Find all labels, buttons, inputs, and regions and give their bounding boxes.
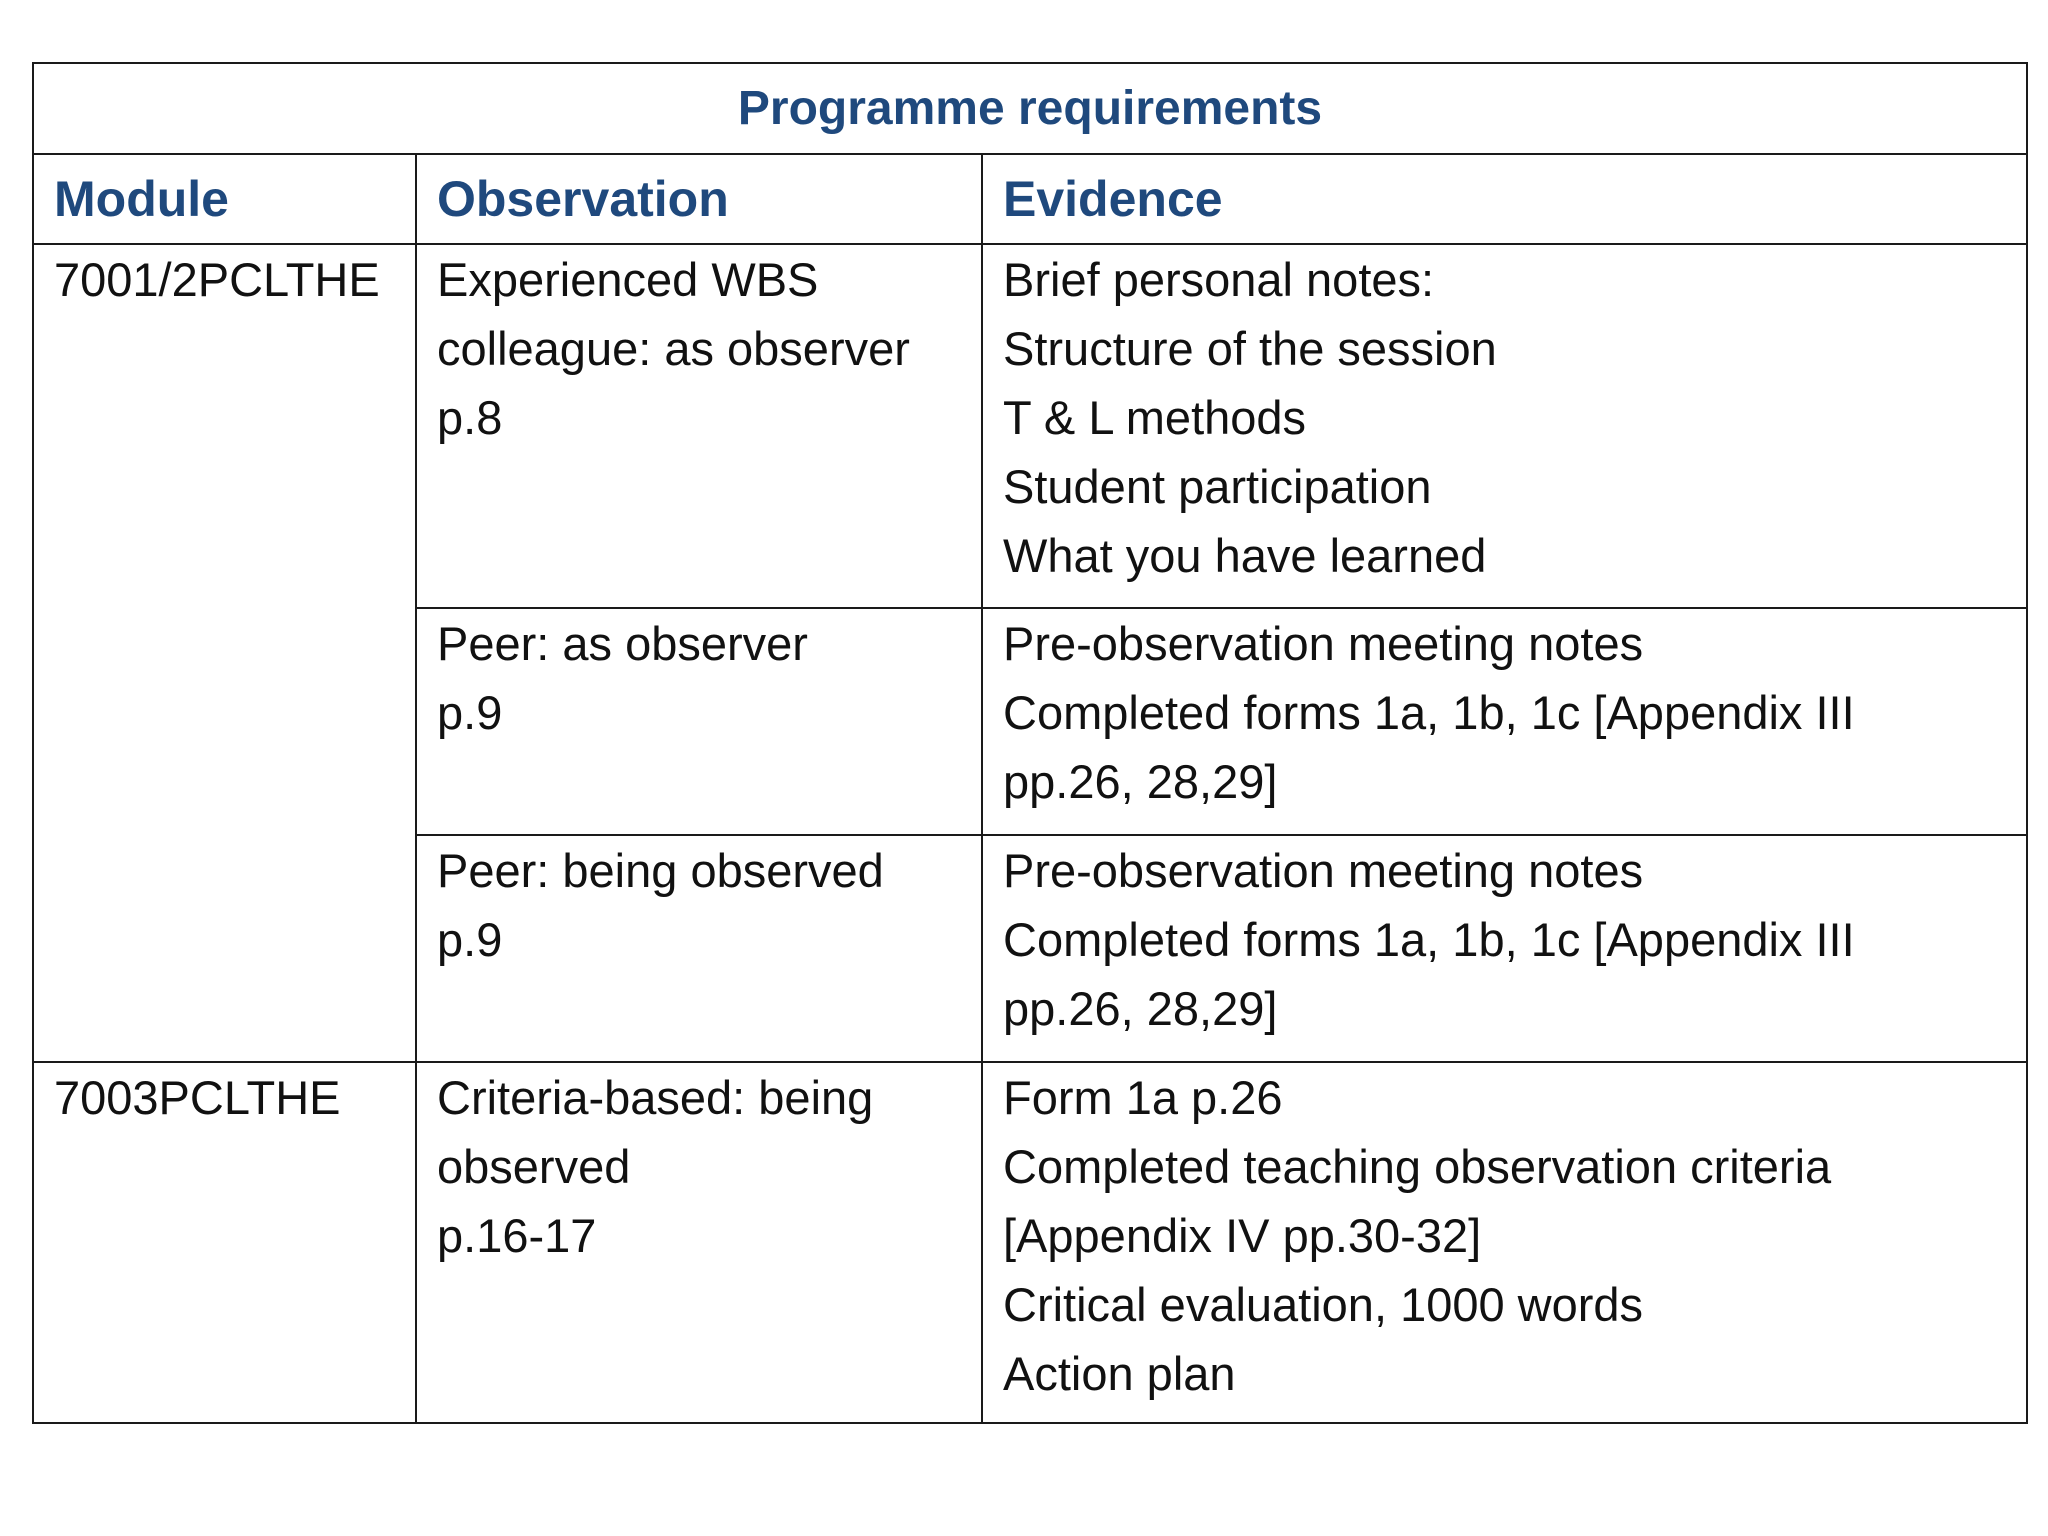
- evidence-cell: [982, 608, 2027, 835]
- evidence-line: Completed teaching observation criteria: [1003, 1140, 1832, 1193]
- observation-line: Experienced WBS: [437, 253, 819, 306]
- observation-line: observed: [437, 1140, 631, 1193]
- observation-line: Criteria-based: being: [437, 1071, 874, 1124]
- evidence-line: pp.26, 28,29]: [1003, 982, 1278, 1035]
- table-title: Programme requirements: [33, 63, 2027, 154]
- module-cell: [33, 244, 416, 1062]
- evidence-line: What you have learned: [1003, 529, 1487, 582]
- observation-header: Observation: [416, 154, 982, 244]
- table-row: [33, 244, 2027, 608]
- module-code: 7003PCLTHE: [54, 1071, 341, 1124]
- evidence-line: Completed forms 1a, 1b, 1c [Appendix III: [1003, 913, 1855, 966]
- evidence-line: Student participation: [1003, 460, 1432, 513]
- observation-cell: [416, 244, 982, 608]
- evidence-line: Pre-observation meeting notes: [1003, 844, 1644, 897]
- table-row: [33, 1062, 2027, 1423]
- observation-cell: [416, 608, 982, 835]
- module-cell: [33, 1062, 416, 1423]
- evidence-line: Critical evaluation, 1000 words: [1003, 1278, 1644, 1331]
- observation-page-ref: p.16-17: [437, 1209, 597, 1262]
- evidence-line: T & L methods: [1003, 391, 1307, 444]
- header-row: [33, 154, 2027, 244]
- observation-line: Peer: as observer: [437, 617, 808, 670]
- evidence-header: Evidence: [982, 154, 2027, 244]
- evidence-line: [Appendix IV pp.30-32]: [1003, 1209, 1482, 1262]
- evidence-line: Completed forms 1a, 1b, 1c [Appendix III: [1003, 686, 1855, 739]
- observation-line: colleague: as observer: [437, 322, 910, 375]
- evidence-line: Form 1a p.26: [1003, 1071, 1283, 1124]
- programme-requirements-table: [32, 62, 2028, 1424]
- evidence-line: pp.26, 28,29]: [1003, 755, 1278, 808]
- evidence-line: Action plan: [1003, 1347, 1236, 1400]
- evidence-line: Structure of the session: [1003, 322, 1497, 375]
- evidence-cell: [982, 1062, 2027, 1423]
- observation-page-ref: p.8: [437, 391, 503, 444]
- title-row: [33, 63, 2027, 154]
- evidence-line: Brief personal notes:: [1003, 253, 1435, 306]
- observation-line: Peer: being observed: [437, 844, 884, 897]
- observation-cell: [416, 1062, 982, 1423]
- evidence-cell: [982, 835, 2027, 1062]
- evidence-cell: [982, 244, 2027, 608]
- evidence-line: Pre-observation meeting notes: [1003, 617, 1644, 670]
- module-code: 7001/2PCLTHE: [54, 253, 380, 306]
- observation-page-ref: p.9: [437, 686, 503, 739]
- observation-cell: [416, 835, 982, 1062]
- module-header: Module: [33, 154, 416, 244]
- observation-page-ref: p.9: [437, 913, 503, 966]
